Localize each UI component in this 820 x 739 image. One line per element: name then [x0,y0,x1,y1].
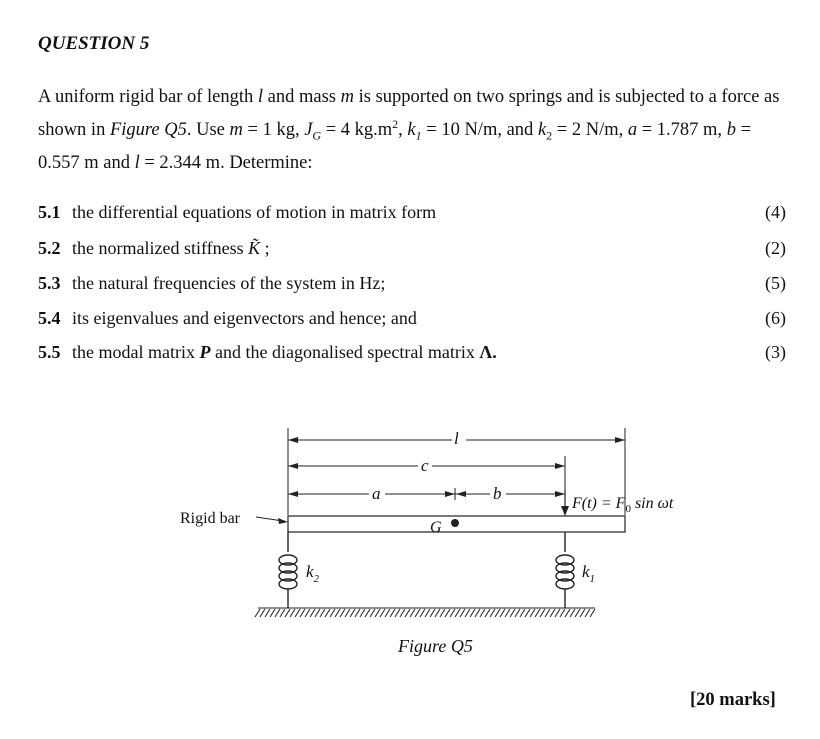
item-text: the normalized stiffness K̃ ; [72,238,270,258]
spring-k1 [556,532,574,608]
item-number: 5.3 [38,273,61,293]
label-G: G [430,519,442,536]
item-marks: (3) [765,342,786,362]
label-k1: $k_1$ [582,562,596,585]
question-item [38,202,786,228]
figure-q5 [170,420,730,630]
item-marks: (5) [765,273,786,293]
label-a: a [372,484,381,503]
item-number: 5.4 [38,308,61,328]
question-item [38,273,786,299]
item-text: the differential equations of motion in matrix form [72,202,437,222]
item-marks: (6) [765,308,786,328]
label-l: l [454,429,459,448]
item-number: 5.5 [38,342,61,362]
center-of-mass [451,519,459,527]
label-k2: $k_2$ [306,562,320,585]
item-number: 5.2 [38,238,61,258]
question-item [38,238,786,264]
ground [255,608,595,617]
label-c: c [421,456,429,475]
spring-k2 [279,532,297,608]
item-marks: (2) [765,238,786,258]
item-text: the modal matrix P and the diagonalised spectral matrix Λ. [72,342,497,362]
question-item [38,342,786,368]
item-number: 5.1 [38,202,61,222]
total-marks: [20 marks] [690,690,776,710]
question-intro: A uniform rigid bar of length l and mass m is supported on two springs and is subjected to a force as shown in Figure Q5. Use m = 1 kg, $J_G = 4$ $kg.m^2$, $k_1 = 10$ N/m, and $k_2 = 2$ N/m, a = 1.787 m, b = 0.557 m and l = 2.344 m. Determine: [38,87,780,173]
item-text: the natural frequencies of the system in Hz; [72,273,386,293]
item-marks: (4) [765,202,786,222]
item-text: its eigenvalues and eigenvectors and hence; and [72,308,417,328]
question-title: QUESTION 5 [38,33,150,54]
figure-caption: Figure Q5 [398,636,473,656]
label-b: b [493,484,502,503]
question-item [38,308,786,334]
label-rigid-bar: Rigid bar [180,510,240,527]
label-force: $F(t) = F_0$ sin ωt [572,495,674,515]
